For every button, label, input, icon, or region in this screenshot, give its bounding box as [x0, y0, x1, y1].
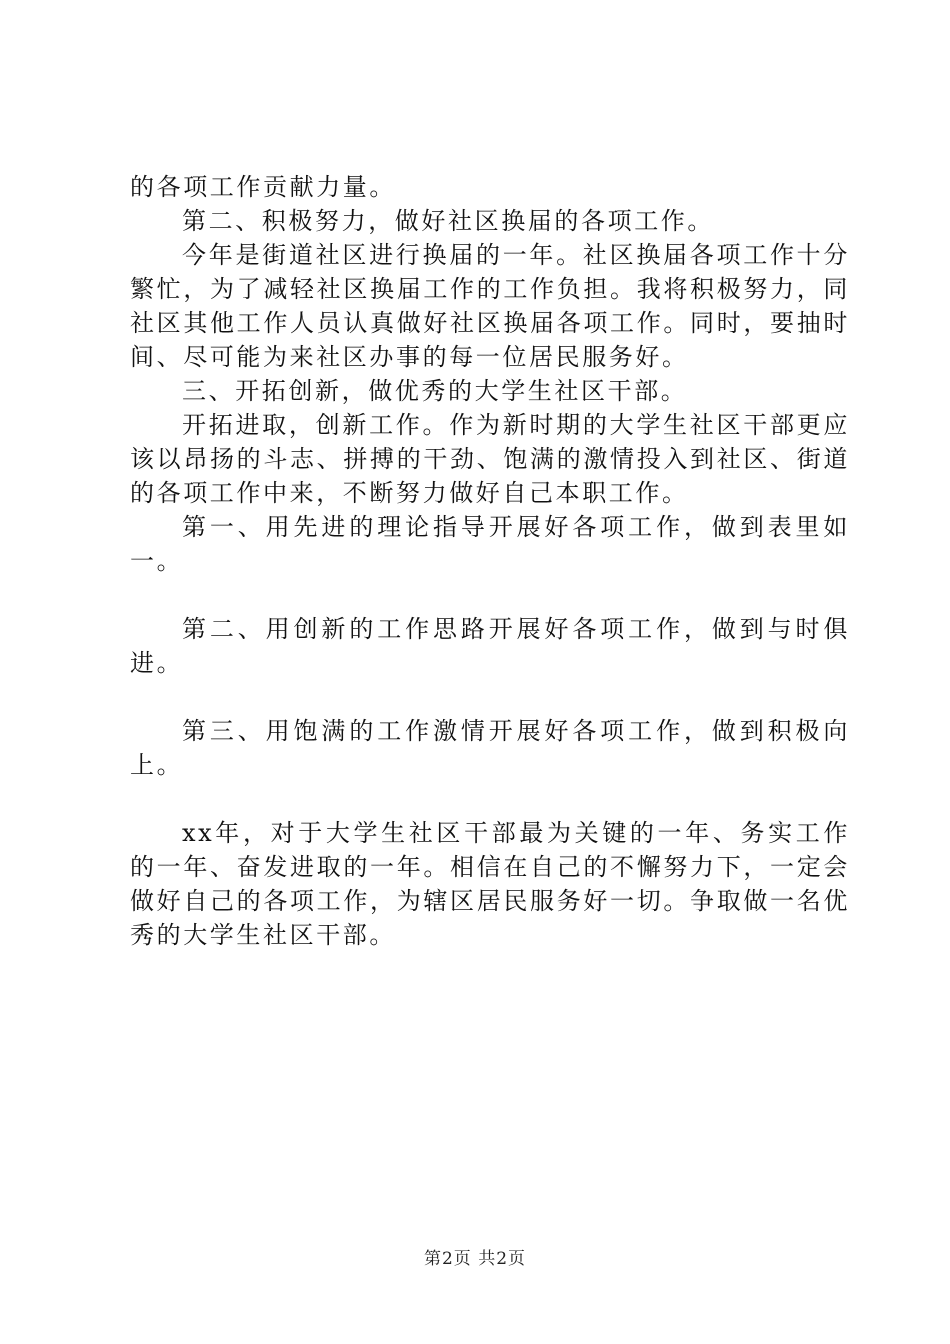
page-number-footer: 第2页 共2页: [423, 1249, 527, 1269]
paragraph-election-work: 今年是街道社区进行换届的一年。社区换届各项工作十分繁忙，为了减轻社区换届工作的工作负担。我将积极努力，同社区其他工作人员认真做好社区换届各项工作。同时，要抽时间、尽可能为来社区办事的每一位居民服务好。: [130, 241, 850, 371]
paragraph-innovation: 开拓进取，创新工作。作为新时期的大学生社区干部更应该以昂扬的斗志、拼搏的干劲、饱满的激情投入到社区、街道的各项工作中来，不断努力做好自己本职工作。: [130, 411, 850, 507]
heading-section-three: 三、开拓创新，做优秀的大学生社区干部。: [182, 377, 688, 405]
list-item-first: 第一、用先进的理论指导开展好各项工作，做到表里如一。: [130, 513, 850, 575]
list-item-second: 第二、用创新的工作思路开展好各项工作，做到与时俱进。: [130, 615, 850, 677]
list-item-third: 第三、用饱满的工作激情开展好各项工作，做到积极向上。: [130, 717, 850, 779]
heading-item-two: 第二、积极努力，做好社区换届的各项工作。: [182, 207, 714, 235]
document-body: [130, 170, 850, 952]
paragraph-continuation: 的各项工作贡献力量。: [130, 173, 396, 201]
paragraph-conclusion: xx年，对于大学生社区干部最为关键的一年、务实工作的一年、奋发进取的一年。相信在自己的不懈努力下，一定会做好自己的各项工作，为辖区居民服务好一切。争取做一名优秀的大学生社区干部。: [130, 819, 850, 949]
